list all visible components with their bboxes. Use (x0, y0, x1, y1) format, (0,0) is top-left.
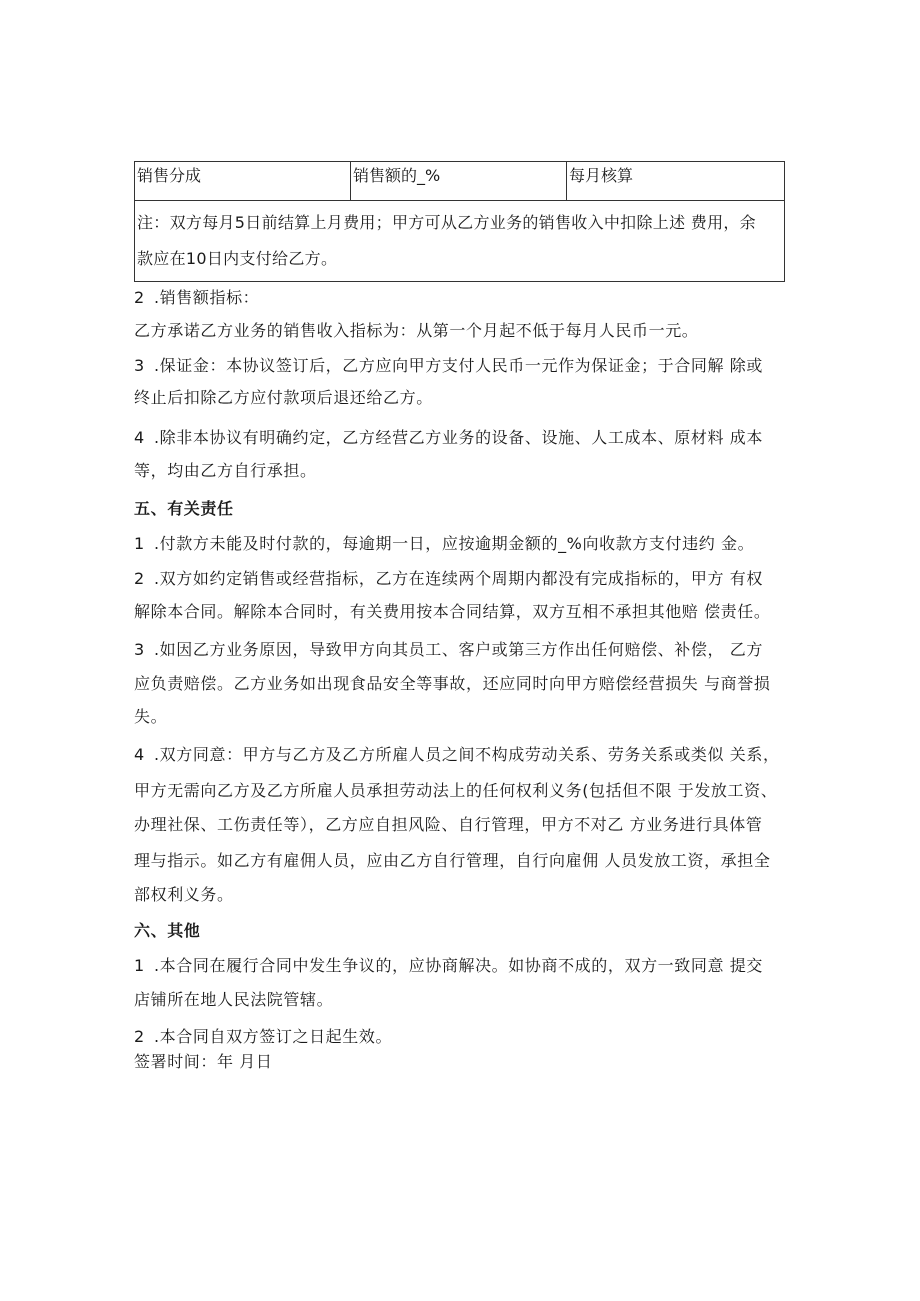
fee-table (134, 161, 785, 282)
clause-text: .除非本协议有明确约定，乙方经营乙方业务的设备、设施、人工成本、原材料 成本 (154, 428, 763, 447)
clause-text: .双方同意：甲方与乙方及乙方所雇人员之间不构成劳动关系、劳务关系或类似 关系， (154, 745, 780, 764)
clause-text: 乙方承诺乙方业务的销售收入指标为：从第一个月起不低于每月人民币一元。 (134, 321, 699, 340)
clause-text: .本合同在履行合同中发生争议的，应协商解决。如协商不成的，双方一致同意 提交 (154, 956, 763, 975)
table-row (135, 201, 785, 282)
signing-date: 签署时间：年 月日 (134, 1052, 273, 1071)
clause-number: 2 (134, 288, 145, 307)
clause-text: 部权利义务。 (134, 885, 234, 904)
clause-line (134, 356, 794, 376)
clause-number: 4 (134, 428, 145, 447)
clause-line (134, 781, 794, 801)
clause-text: 应负责赔偿。乙方业务如出现食品安全等事故，还应同时向甲方赔偿经营损失 与商誉损 (134, 674, 771, 693)
clause-text: .本合同自双方签订之日起生效。 (154, 1027, 393, 1046)
clause-line (134, 428, 794, 448)
clause-text: .双方如约定销售或经营指标，乙方在连续两个周期内都没有完成指标的，甲方 有权 (154, 569, 763, 588)
clause-number: 2 (134, 569, 145, 588)
table-cell-period: 每月核算 (567, 162, 785, 201)
table-note (135, 201, 785, 282)
clause-text: .保证金：本协议签订后，乙方应向甲方支付人民币一元作为保证金；于合同解 除或 (154, 356, 763, 375)
clause-text: 失。 (134, 707, 168, 726)
section-heading: 五、有关责任 (134, 499, 234, 518)
clause-line (134, 388, 794, 408)
clause-line (134, 602, 794, 622)
clause-line (134, 461, 794, 481)
clause-text: .如因乙方业务原因，导致甲方向其员工、客户或第三方作出任何赔偿、补偿， 乙方 (154, 640, 763, 659)
table-note-line: 款应在10日内支付给乙方。 (137, 249, 338, 268)
clause-number: 3 (134, 640, 145, 659)
clause-text: 店铺所在地人民法院管辖。 (134, 990, 334, 1009)
clause-line (134, 745, 794, 765)
clause-text: 等，均由乙方自行承担。 (134, 461, 317, 480)
table-note-line: 注：双方每月5日前结算上月费用；甲方可从乙方业务的销售收入中扣除上述 费用，余 (137, 213, 756, 232)
clause-text: 终止后扣除乙方应付款项后退还给乙方。 (134, 388, 433, 407)
clause-line (134, 1027, 794, 1047)
clause-line (134, 956, 794, 976)
clause-number: 1 (134, 534, 145, 553)
clause-line (134, 815, 794, 835)
table-cell-rate: 销售额的_% (351, 162, 567, 201)
clause-line (134, 640, 794, 660)
clause-text: .销售额指标： (154, 288, 260, 307)
clause-line (134, 288, 794, 308)
clause-text: .付款方未能及时付款的，每逾期一日，应按逾期金额的_%向收款方支付违约 金。 (154, 534, 755, 553)
clause-line (134, 674, 794, 694)
clause-number: 1 (134, 956, 145, 975)
clause-line (134, 990, 794, 1010)
clause-number: 3 (134, 356, 145, 375)
table-cell-item: 销售分成 (135, 162, 351, 201)
clause-line (134, 885, 794, 905)
clause-number: 2 (134, 1027, 145, 1046)
clause-line (134, 534, 794, 554)
clause-line (134, 707, 794, 727)
clause-line (134, 321, 794, 341)
section-heading: 六、其他 (134, 921, 201, 940)
clause-text: 甲方无需向乙方及乙方所雇人员承担劳动法上的任何权利义务(包括但不限 于发放工资、 (134, 781, 778, 800)
table-row (135, 162, 785, 201)
clause-line (134, 569, 794, 589)
clause-text: 理与指示。如乙方有雇佣人员，应由乙方自行管理，自行向雇佣 人员发放工资，承担全 (134, 851, 771, 870)
clause-text: 解除本合同。解除本合同时，有关费用按本合同结算，双方互相不承担其他赔 偿责任。 (134, 602, 771, 621)
clause-text: 办理社保、工伤责任等），乙方应自担风险、自行管理，甲方不对乙 方业务进行具体管 (134, 815, 763, 834)
clause-line (134, 851, 794, 871)
clause-number: 4 (134, 745, 145, 764)
